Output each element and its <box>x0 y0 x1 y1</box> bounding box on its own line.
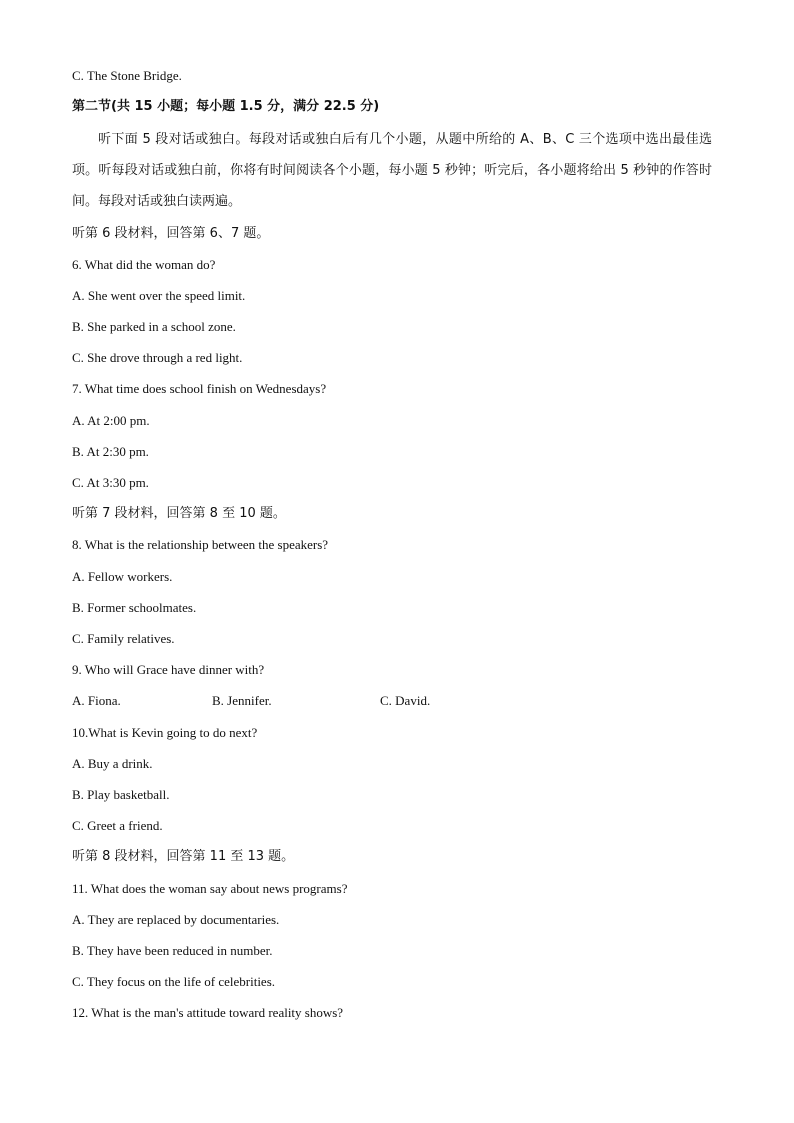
section-2-heading: 第二节(共 15 小题；每小题 1.5 分，满分 22.5 分) <box>72 99 380 114</box>
question-10-option-a: A. Buy a drink. <box>72 756 153 771</box>
question-11: 11. What does the woman say about news programs? <box>72 881 348 896</box>
passage-7-intro: 听第 7 段材料，回答第 8 至 10 题。 <box>72 506 286 521</box>
question-9: 9. Who will Grace have dinner with? <box>72 662 265 677</box>
question-6: 6. What did the woman do? <box>72 257 216 272</box>
question-8: 8. What is the relationship between the speakers? <box>72 537 329 552</box>
section-instructions: 听下面 5 段对话或独白。每段对话或独白后有几个小题，从题中所给的 A、B、C 三个选项中选出最佳选项。听每段对话或独白前，你将有时间阅读各个小题，每小题 5 秒钟；听完后，各小题将给出 5 秒钟的作答时间。每段对话或独白读两遍。 <box>72 132 712 209</box>
question-11-option-b: B. They have been reduced in number. <box>72 943 273 958</box>
question-8-option-b: B. Former schoolmates. <box>72 600 197 615</box>
question-6-option-a: A. She went over the speed limit. <box>72 288 246 303</box>
question-12: 12. What is the man's attitude toward reality shows? <box>72 1005 344 1020</box>
question-11-option-a: A. They are replaced by documentaries. <box>72 912 280 927</box>
question-10: 10.What is Kevin going to do next? <box>72 725 258 740</box>
question-9-option-b: B. Jennifer. <box>212 693 272 708</box>
question-7: 7. What time does school finish on Wednesdays? <box>72 381 327 396</box>
question-10-option-c: C. Greet a friend. <box>72 818 163 833</box>
question-6-option-b: B. She parked in a school zone. <box>72 319 236 334</box>
question-11-option-c: C. They focus on the life of celebrities. <box>72 974 276 989</box>
question-8-option-c: C. Family relatives. <box>72 631 175 646</box>
passage-6-intro: 听第 6 段材料，回答第 6、7 题。 <box>72 226 270 241</box>
passage-8-intro: 听第 8 段材料，回答第 11 至 13 题。 <box>72 849 295 864</box>
question-7-option-c: C. At 3:30 pm. <box>72 475 149 490</box>
question-7-option-a: A. At 2:00 pm. <box>72 413 150 428</box>
question-9-option-c: C. David. <box>380 693 431 708</box>
question-9-option-a: A. Fiona. <box>72 693 121 708</box>
question-9-options <box>72 692 712 710</box>
question-7-option-b: B. At 2:30 pm. <box>72 444 149 459</box>
option-c-stone-bridge: C. The Stone Bridge. <box>72 68 182 83</box>
question-6-option-c: C. She drove through a red light. <box>72 350 243 365</box>
question-10-option-b: B. Play basketball. <box>72 787 170 802</box>
question-8-option-a: A. Fellow workers. <box>72 569 173 584</box>
